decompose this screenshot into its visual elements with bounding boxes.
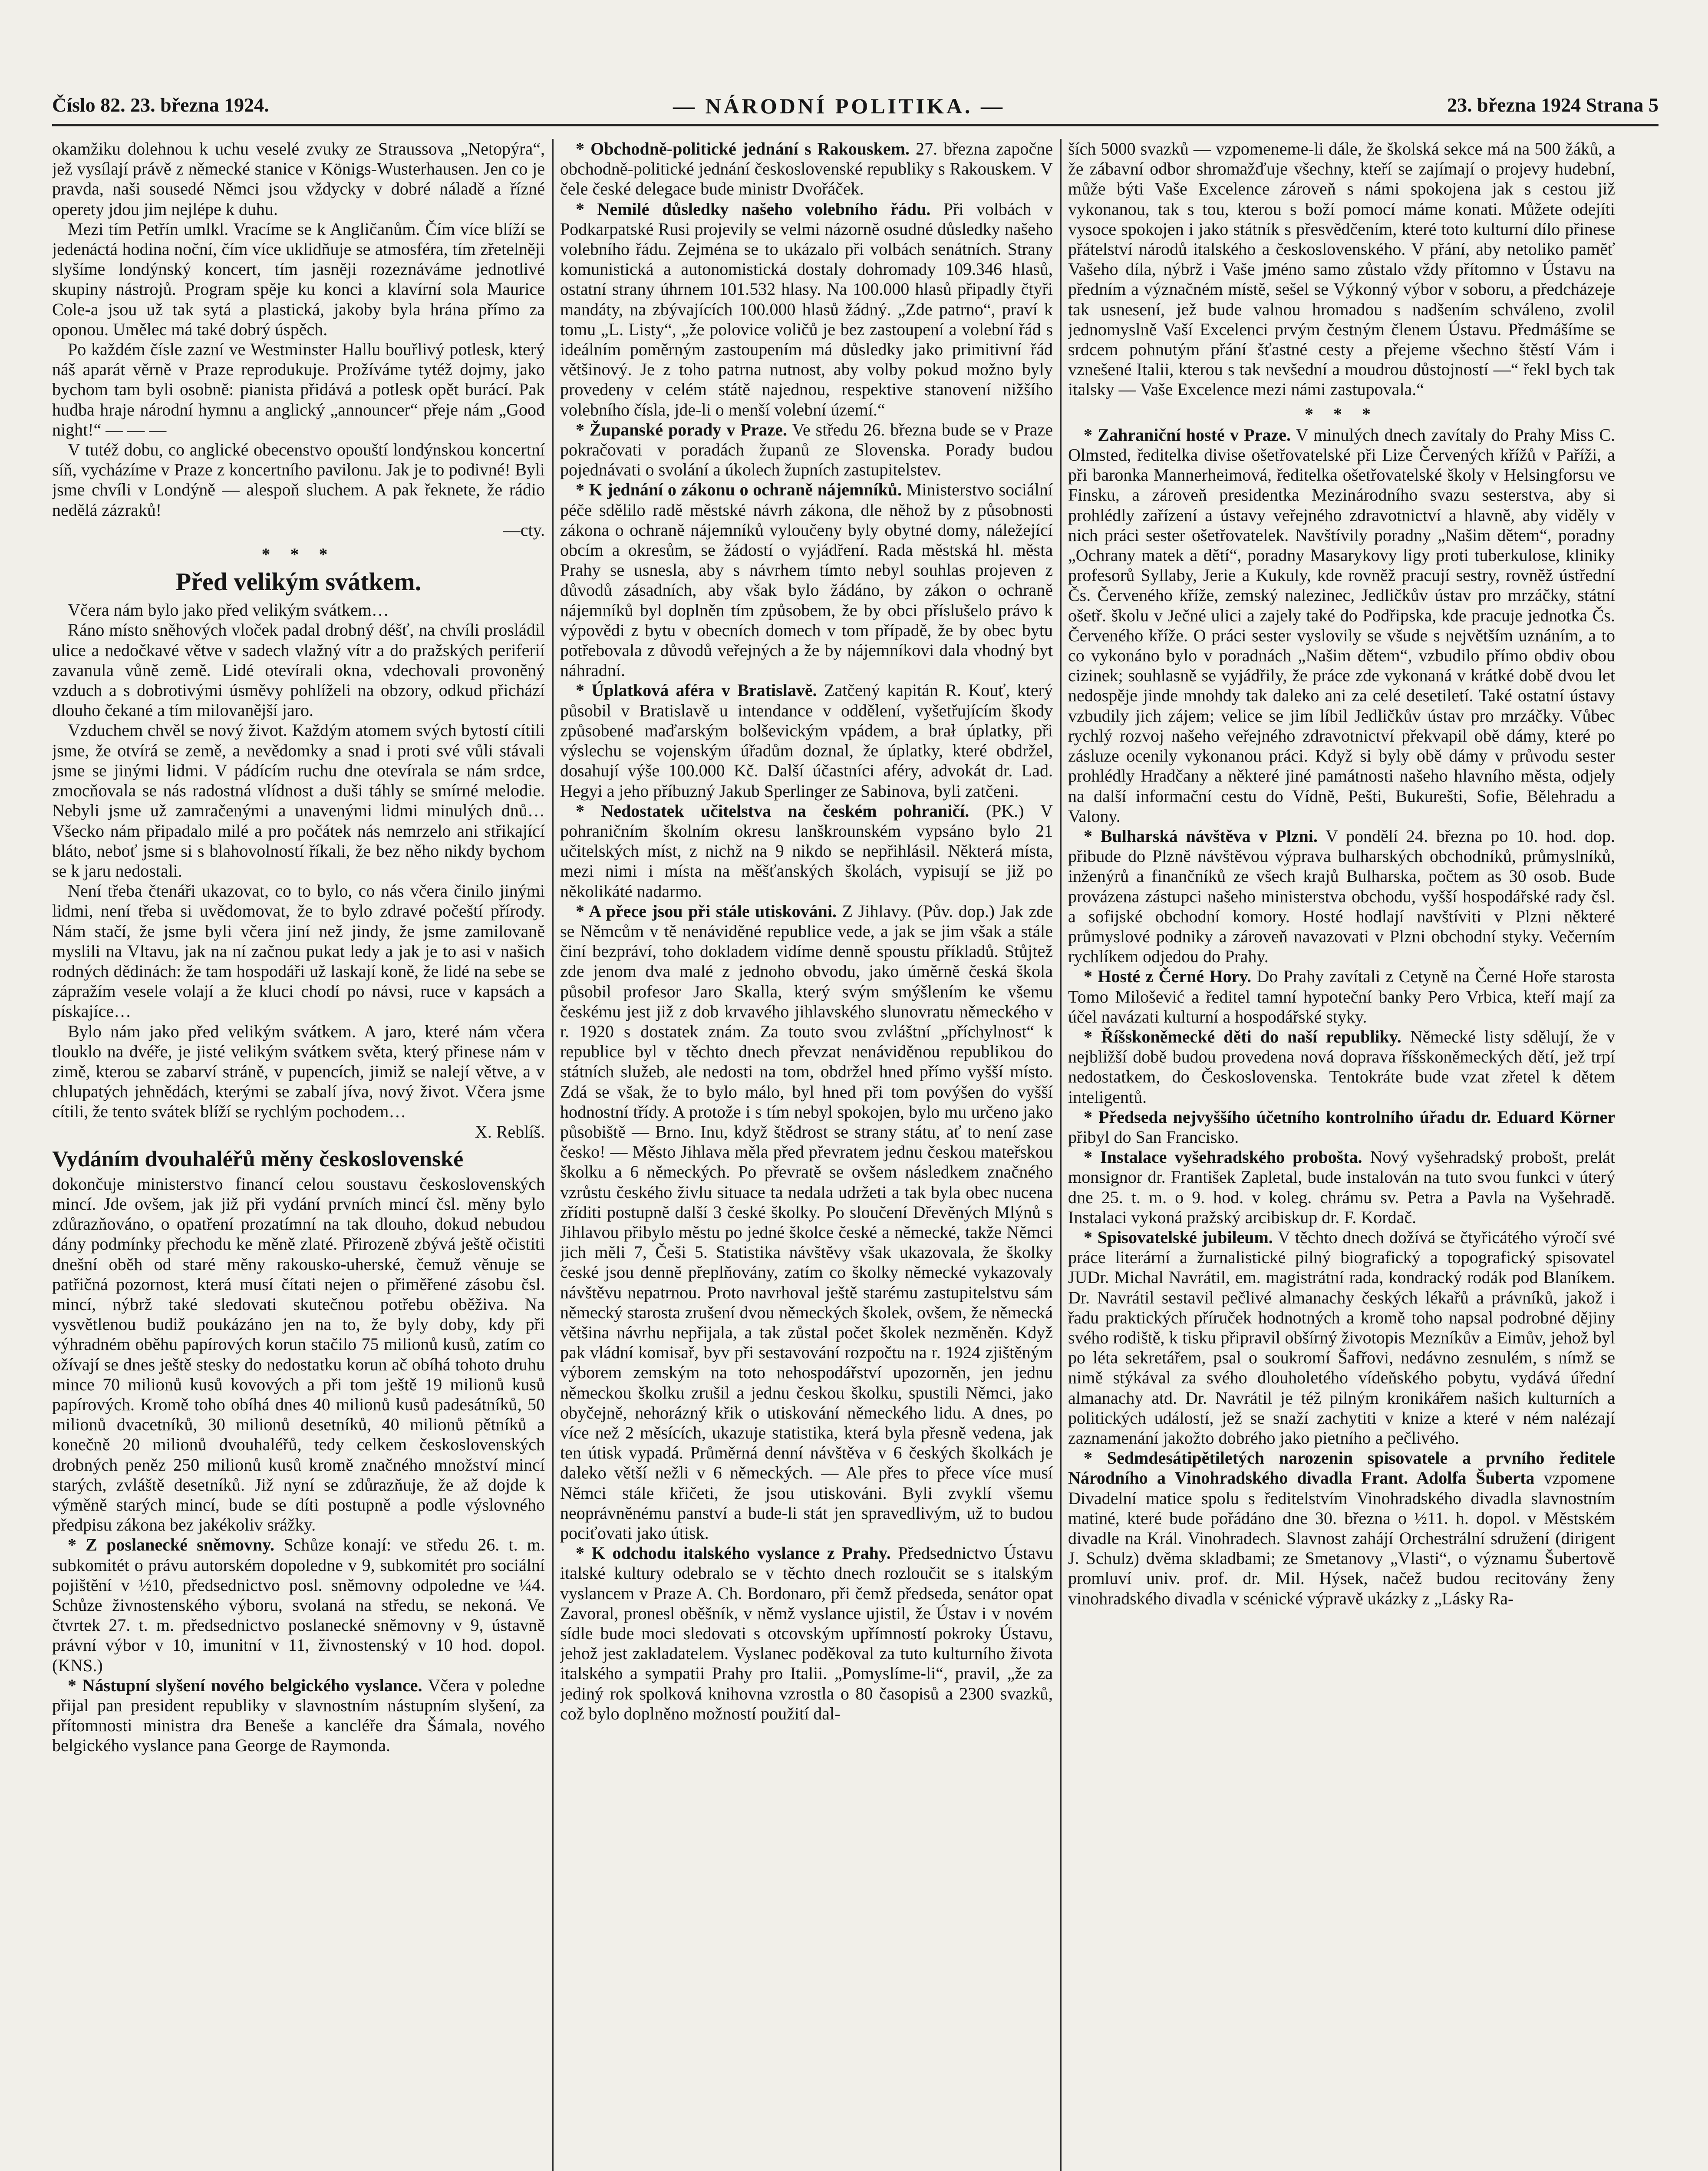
paragraph: ších 5000 svazků — vzpomeneme-li dále, že školská sekce má na 500 žáků, a že zábavní odbor shromažďuje všechny, kteří se zajímají o projevy hudební, může býti Vaše Excelence zároveň s námi spokojena jak s cestou již vykonanou, tak s tou, kterou s boží pomocí máme konati. Můžete odejíti vysoce spokojen i jako státník s přesvědčením, které toto kulturní dílo přinese přátelství národů italského a československého. V přání, aby netoliko paměť Vašeho díla, nýbrž i Vaše jméno samo zůstalo vždy přítomno v Ústavu na předním a význačném místě, sešel se Výkonný výbor v soboru, a předcházeje tak usnesení, jež bude valnou hromadou s nadšením schváleno, zvolil jednomyslně Vaší Excelenci prvým čestným členem Ústavu. Předmášíme se srdcem pohnutým přání šťastné cesty a přejeme všechno štěstí Vám i vznešené Italii, kterou s tak nevšední a moudrou důstojností —“ řekl bych tak italsky — Vaše Excelence mezi námi zastupovala.“ [1068,139,1615,399]
paragraph: Bylo nám jako před velikým svátkem. A jaro, které nám včera tlouklo na dvéře, je jisté velikým svátkem světa, který přinese nám v zimě, kterou se zabarví stráně, v pupencích, jimiž se nalejí větve, a v chlupatých jehnědách, kterými se zabalí jíva, nový život. Včera jsme cítili, že tento svátek blíží se rychlým pochodem… [52,1021,545,1122]
paragraph: Po každém čísle zazní ve Westminster Hallu bouřlivý potlesk, který náš aparát věrně v Praze reprodukuje. Prožíváme tytéž dojmy, jako bychom tam byli osobně: pianista přidává a potlesk opět burácí. Pak hudba hraje národní hymnu a anglický „announcer“ přeje nám „Good night!“ — — — [52,340,545,439]
column-divider-2 [1060,139,1062,2171]
news-text: Do Prahy zavítali z Cetyně na Černé Hoře starosta Tomo Milošević a ředitel tamní hypoteční banky Pero Vrbica, kteří mají za účel navázati kulturní a hospodářské styky. [1068,967,1615,1026]
news-text: 27. března započne obchodně-politické jednání československé republiky s Rakouskem. V čele české delegace bude ministr Dvořáček. [560,139,1053,199]
masthead-title: — NÁRODNÍ POLITIKA. — [673,94,1005,118]
news-heading: * Obchodně-politické jednání s Rakouskem. [576,139,910,158]
paragraph: V tutéž dobu, co anglické obecenstvo opouští londýnskou koncertní síň, vycházíme v Praze z koncertního pavilonu. Jak je to podivné! Byli jsme chvíli v Londýně — alespoň sluchem. A pak řeknete, že rádio nedělá zázraků! [52,440,545,520]
news-heading: * Spisovatelské jubileum. [1084,1227,1273,1247]
column-3 [1068,139,1615,2171]
news-heading: * Instalace vyšehradského probošta. [1084,1147,1362,1167]
page-header [52,80,1659,128]
news-heading: * Hosté z Černé Hory. [1084,967,1252,987]
news-heading: * Nemilé důsledky našeho volebního řádu. [576,199,931,219]
news-text: Včera v poledne přijal pan president republiky v slavnostním nástupním slyšení, za přítomnosti ministra dra Beneše a kancléře dra Šámala, nového belgického vyslance pana George de Raymonda. [52,1675,545,1755]
column-1 [52,139,545,2171]
section-separator: * * * [261,544,336,564]
news-text: Zatčený kapitán R. Kouť, který působil v Bratislavě u intendance v oddělení, vyšetřujícím škody způsobené maďarským bolševickým vpádem, a brał úplatky, při výslechu se vojenským úřadům doznal, že úplatky, které obdržel, dosahují výše 100.000 Kč. Další účastníci aféry, advokát dr. Lad. Hegyi a jeho příbuzný Jakub Sperlinger ze Sabinova, byli zatčeni. [560,680,1053,801]
news-text: Ministerstvo sociální péče sdělilo radě městské návrh zákona, dle něhož by z působnosti zákona o ochraně nájemníků vyloučeny byly obytné domy, náležející obcím a okresům, se žádostí o vyjádření. Rada městská hl. města Prahy se usnesla, aby s návrhem tímto nebyl souhlas projeven z důvodů zásadních, aby však bylo žádáno, by zákon o ochraně nájemníků byl doplněn tím způsobem, že by obci příslušelo právo k výpovědi z bytu v obecních domech v tom případě, že by obec bytu potřebovala z důvodů veřejných a že by nájemníkovi dala vhodný byt náhradní. [560,480,1053,680]
author-signature: X. Reblíš. [475,1122,545,1142]
news-text: V pondělí 24. března po 10. hod. dop. přibude do Plzně návštěvou výprava bulharských obchodníků, průmyslníků, inženýrů a finančníků ze všech krajů Bulharska, počtem as 30 osob. Bude provázena zástupci našeho ministerstva obchodu, vyšší hospodářské rady čsl. a sofijské obchodní komory. Hosté hodlají navštíviti v Plzni některé průmyslové podniky a zároveň navazovati v Plzni obchodní styky. Večerním rychlíkem odjedou do Prahy. [1068,826,1615,967]
paragraph: Není třeba čtenáři ukazovat, co to bylo, co nás včera činilo jinými lidmi, není třeba si uvědomovat, že to bylo zdravé počeští přírody. Nám stačí, že jsme byli včera jiní než jindy, že jsme zamilovaně myslili na Vltavu, jak na ní začnou pukat ledy a jak je to asi v našich rodných dědinách: že tam hospodáři už laskají koně, že lidé na sebe se zápražím vesele volají a že kluci chodí po návsi, ruce v kapsách a pískajíce… [52,881,545,1021]
section-separator: * * * [1305,404,1378,424]
news-heading: * A přece jsou při stále utiskováni. [576,901,837,921]
news-text: V minulých dnech zavítaly do Prahy Miss C. Olmsted, ředitelka divise ošetřovatelské při Lize Červených křížů v Paříži, a při baronka Mannerheimová, ředitelka ošetřovatelské školy v Helsingforsu ve Finsku, a zároveň presidentka Mezinárodního svazu sesterstva, aby si prohlédly zařízení a ústavy veřejného zdravotnictví a hlavně, aby viděly v nich práci sester ošetřovatelek. Navštívily poradny „Našim dětem“, poradny „Ochrany matek a dětí“, poradny Masarykovy ligy proti tuberkulose, kliniky profesorů Syllaby, Jerie a Kukuly, kde rovněž pracují sestry, rovněž ústřední Čs. Červeného kříže, zemský nalezinec, Jedličkův ústav pro mrzáčky, státní ošetř. školu v Ječné ulici a zajely také do Podřipska, kde pracuje jednotka Čs. Červeného kříže. O práci sester vyslovily se všude s největším uznáním, a to co vykonáno bylo v poradnách „Našim dětem“, vzbudilo přímo obdiv obou cizinek; souhlasně se vyjádřily, že práce zde vykonaná v krátké době dvou let nedospěje jinde mnohdy tak daleko ani za celé desetiletí. Také ostatní ústavy vzbudily jich zájem; velice se jim líbil Jedličkův ústav pro mrzáčky. Vůbec rychlý rozvoj našeho veřejného zdravotnictví překvapil obě dámy, které po zásluze ocenily vykonanou práci. Když si byly obě dámy v průvodu sester prohlédly Hradčany a některé jiné památnosti našeho hlavního města, odjely na další informační cestu do Vídně, Pešti, Bukurešti, Sofie, Bělehradu a Valony. [1068,425,1615,826]
news-text: Z Jihlavy. (Pův. dop.) Jak zde se Němcům v tě nenáviděné republice vede, a jak se jim však a stále činí bezpráví, toho dokladem vidíme denně spoustu příkladů. Stůjtež zde jenom dva malé z jednoho obvodu, jako úměrně česká škola působil profesor Jaro Skalla, který svým smýšlením ke všemu českému jest již z dob krvavého jihlavského slunovratu německého v r. 1920 s dostatek znám. Za touto svou zvláštní „příchylnost“ k republice byl v těchto dnech převzat nenáviděnou republikou do státních služeb, ale nedosti na tom, obdržel hned přímo vyšší místo. Zdá se však, že to bylo málo, byl hned při tom povýšen do vyšší hodnostní třídy. A protože i s tím nebyl spokojen, bylo mu určeno jako působiště — Brno. Inu, když štědrost se strany státu, ať to není zase česko! — Město Jihlava měla před převratem jednu českou mateřskou školku a 6 německých. Po převratě se ovšem následkem značného vzrůstu českého živlu situace ta nedala udržeti a tak byla obec nucena zříditi postupně další 3 české školky. Po sloučení Dřevěných Mlýnů s Jihlavou přibylo městu po jedné školce české a německé, takže Němci jich měli 7, Češi 5. Statistika návštěvy však ukazovala, že školky české jsou denně přeplňovány, zatím co školky německé vykazovaly návštěvu nepatrnou. Proto navrhoval ještě starému zastupitelstvu sám německý starosta zrušení dvou německých školek, ovšem, že německá většina návrhu nepřijala, a tak zůstal počet školek nezměněn. Když pak vládní komisař, byv při sestavování rozpočtu na r. 1924 zjištěným výborem zemským na toto nehospodářství upozorněn, jen jednu německou školku zrušil a jednu českou školku, spustili Němci, jako obyčejně, nehorázný křik o utiskování německého lidu. A dnes, po více než 2 měsících, ukazuje statistika, která byla přesně vedena, jak ten útisk vypadá. Průměrná denní návštěva v 6 českých školkách je daleko větší nežli v 6 německých. — Ale přes to přece více musí Němci stále křičeti, že jsou utiskováni. Byli zvyklí všemu neoprávněnému panství a bude-li stát jen spravedlivým, už to budou pociťovati jako útisk. [560,901,1053,1543]
column-divider-1 [552,139,554,2171]
article-heading: Před velikým svátkem. [175,567,422,596]
paragraph: Včera nám bylo jako před velikým svátkem… [68,600,389,620]
news-text: vzpomene Divadelní matice spolu s ředitelstvím Vinohradského divadla slavnostním matiné, které bude pořádáno dne 30. března o ½11. h. dopol. v Městském divadle na Král. Vinohradech. Slavnost zahájí Orchestrální sdružení (dirigent J. Schulz) dvěma skladbami; ze Smetanovy „Vlasti“, o významu Šubertově promluví univ. prof. dr. Mil. Hýsek, načež budou recitovány ženy vinohradského divadla v scénické výpravě ukázky z „Lásky Ra- [1068,1468,1615,1608]
paragraph: Vzduchem chvěl se nový život. Každým atomem svých bytostí cítili jsme, že otvírá se země, a nevědomky a snad i proti své vůli stávali jsme se jinými lidmi. V pádícím ruchu dne otevírala se nám srdce, zmocňovala se nás radostná vlídnost a duši táhly se smírné melodie. Nebyli jsme už zamračenými a unavenými lidmi minulých dnů… Všecko nám připadalo milé a pro počátek nás nemrzelo ani střikající bláto, neboť jsme si s blahovolností říkali, že bez něho nikdy bychom se k jaru nedostali. [52,720,545,881]
news-text: Při volbách v Podkarpatské Rusi projevily se velmi názorně osudné důsledky našeho volebního řádu. Zejména se to ukázalo při volbách senátních. Strany komunistická a autonomistická dostaly dohromady 109.346 hlasů, ostatní strany úhrnem 101.532 hlasy. Na 100.000 hlasů připadly čtyři mandáty, na zbývajících 100.000 hlasů žádný. „Zde patrno“, praví k tomu „L. Listy“, „že polovice voličů je bez zastoupení a volební řád s ideálním poměrným zastoupením má důsledky jako primitivní řád většinový. Je z toho patrna nutnost, aby volby pokud možno byly provedeny v celém státě najednou, respektive stanovení nižšího volebního čísla, jde-li o menší volební území.“ [560,199,1053,419]
page-number: 23. března 1924 Strana 5 [1447,94,1659,116]
news-heading: * Zahraniční hosté v Praze. [1084,425,1291,445]
news-heading: * Sedmdesátipětiletých narozenin spisovatele a prvního ředitele Národního a Vinohradského divadla Frant. Adolfa Šuberta [1068,1448,1615,1488]
article-heading: Vydáním dvouhaléřů měny československé [52,1146,464,1171]
news-heading: * Bulharská návštěva v Plzni. [1084,826,1318,846]
news-text: Německé listy sdělují, že v nejbližší době budou provedena nová doprava říšskoněmeckých dětí, jež trpí nedostatkem, do Československa. Tentokráte bude vzat zřetel k dětem inteligentů. [1068,1026,1615,1107]
paragraph: Mezi tím Petřín umlkl. Vracíme se k Angličanům. Čím více blíží se jedenáctá hodina noční, čím více uklidňuje se atmosféra, tím zřetelněji slyšíme londýnský koncert, tím jasněji rozeznáváme jednotlivé skupiny nástrojů. Program spěje ku konci a klavírní sola Maurice Cole-a jsou už tak sytá a plastická, jakoby byla hrána přímo za oponou. Umělec má také dobrý úspěch. [52,219,545,339]
column-2 [560,139,1053,2171]
news-heading: * Z poslanecké sněmovny. [68,1535,274,1555]
news-text: Schůze konají: ve středu 26. t. m. subkomitét o právu autorském dopoledne v 9, subkomitét pro sociální pojištění v ½10, předsednictvo posl. sněmovny odpoledne ve ¼4. Schůze živnostenského výboru, svolaná na středu, se nekoná. Ve čtvrtek 27. t. m. předsednictvo poslanecké sněmovny v 9, ústavně právní výbor v 10, imunitní v 11, živnostenský v 10 hod. dopol. (KNS.) [52,1535,545,1675]
news-text: Předsednictvo Ústavu italské kultury odebralo se v těchto dnech rozloučit se s italským vyslancem v Praze A. Ch. Bordonaro, při čemž předseda, senátor opat Zavoral, pronesl oběšník, v němž vyslance ujistil, že Ústav i v novém sídle bude moci sledovati s otcovským upřímností pokroky Ústavu, jehož jest zakladatelem. Vyslanec poděkoval za tuto kulturního života italského a sympatii Prahy pro Italii. „Pomyslíme-li“, pravil, „že za jediný rok spolková knihovna vzrostla o 80 časopisů a 2300 svazků, což bylo doplněno možností použití dal- [560,1543,1053,1723]
news-heading: * K odchodu italského vyslance z Prahy. [576,1543,891,1563]
news-text: Nový vyšehradský probošt, prelát monsignor dr. František Zapletal, bude instalován na tuto svou funkci v úterý dne 25. t. m. o 9. hod. v koleg. chrámu sv. Petra a Pavla na Vyšehradě. Instalaci vykoná pražský arcibiskup dr. F. Kordač. [1068,1147,1615,1227]
news-text: (PK.) V pohraničním školním okresu lanškrounském vypsáno bylo 21 učitelských míst, z nichž na 9 nikdo se nepřihlásil. Některá místa, mezi nimi i místa na měšťanských školách, vypisují se již po několikáté nadarmo. [560,801,1053,901]
author-signature: —cty. [503,520,545,540]
paragraph: dokončuje ministerstvo financí celou soustavu československých mincí. Jde ovšem, jak již při vydání prvních mincí čsl. měny bylo zdůrazňováno, o opatření prozatímní na tak dlouho, dokud nebudou dány podmínky přechodu ke měně zlaté. Přirozeně zbývá ještě očistiti dnešní oběh od staré měny rakousko-uherské, čemuž věnuje se patřičná pozornost, která musí čítati nejen o přiměřené zásobu čsl. mincí, nýbrž také sledovati skutečnou potřebu oběživa. Na vysvětlenou budiž poukázáno jen na to, že byly doby, kdy při výhradném oběhu papírových korun stačilo 75 milionů kusů, zatím co ožívají se dnes ještě stesky do nedostatku korun ač obíhá tohoto druhu mince 70 milionů kusů kovových a při tom ještě 19 milionů kusů papírových. Kromě toho obíhá dnes 40 milionů kusů padesátníků, 50 milionů dvacetníků, 30 milionů desetníků, 40 milionů pětníků a konečně 20 milionů dvouhaléřů, tedy celkem československých drobných peněz 250 milionů kusů kromě značného množství mincí starých, zvláště desetníků. Již nyní se zdůrazňuje, že až dojde k výměně starých mincí, bude se díti postupně a podle výslovného předpisu zákona bez jakékoliv srážky. [52,1174,545,1535]
news-heading: * Nástupní slyšení nového belgického vyslance. [68,1675,422,1695]
news-heading: * K jednání o zákonu o ochraně nájemníků. [576,480,902,500]
news-text: Ve středu 26. března bude se v Praze pokračovati v poradách županů ze Slovenska. Porady budou pojednávati o svolání a úkolech župních zastupitelstev. [560,419,1053,480]
news-heading: * Županské porady v Praze. [576,419,788,439]
news-heading: * Nedostatek učitelstva na českém pohraničí. [576,801,969,821]
issue-date: Číslo 82. 23. března 1924. [52,94,269,116]
news-heading: * Předseda nejvyššího účetního kontrolního úřadu dr. Eduard Körner [1084,1107,1615,1127]
news-text: V těchto dnech dožívá se čtyřicátého výročí své práce literární a žurnalistické pilný biografický a topografický spisovatel JUDr. Michal Navrátil, em. magistrátní rada, kondracký rodák pod Blaníkem. Dr. Navrátil sestavil pečlivé almanachy českých lékařů a právníků, jakož i řadu praktických příruček hodnotných a kromě toho napsal podrobné dějiny svého rodiště, k tisku připravil obšírný životopis Mezníkův a Eimův, jehož byl po léta sekretářem, psal o soukromí Šafřovi, nedávno zesnulém, s nímž se nimě stýkával za svého dlouholetého vídeňského pobytu, vydává úřední almanachy atd. Dr. Navrátil je též pilným kronikářem našich kulturních a politických událostí, jež se snaží zachytiti v knize a které v ném nalézají zaznamenání jakožto dobrého jako pietního a pečlivého. [1068,1227,1615,1448]
news-heading: * Říšskoněmecké děti do naší republiky. [1084,1026,1401,1046]
paragraph: okamžiku dolehnou k uchu veselé zvuky ze Straussova „Netopýra“, jež vysílají právě z německé stanice v Königs-Wusterhausen. Jen co je pravda, naši sousedé Němci jsou vždycky v dobré náladě a řízné operety jdou jim nejlépe k duhu. [52,139,545,219]
news-text: přibyl do San Francisko. [1068,1127,1239,1147]
paragraph: Ráno místo sněhových vloček padal drobný déšť, na chvíli prosládil ulice a nedočkavé větve v sadech vlažný vítr a do pražských periferií zavanula vůně země. Lidé otevírali okna, vdechovali provoněný vzduch a s dobrotivými úsměvy pohlíželi na obzory, odkud přichází dlouho čekané a tím milovanější jaro. [52,620,545,720]
news-heading: * Úplatková aféra v Bratislavě. [576,680,817,700]
header-rule [52,124,1659,126]
